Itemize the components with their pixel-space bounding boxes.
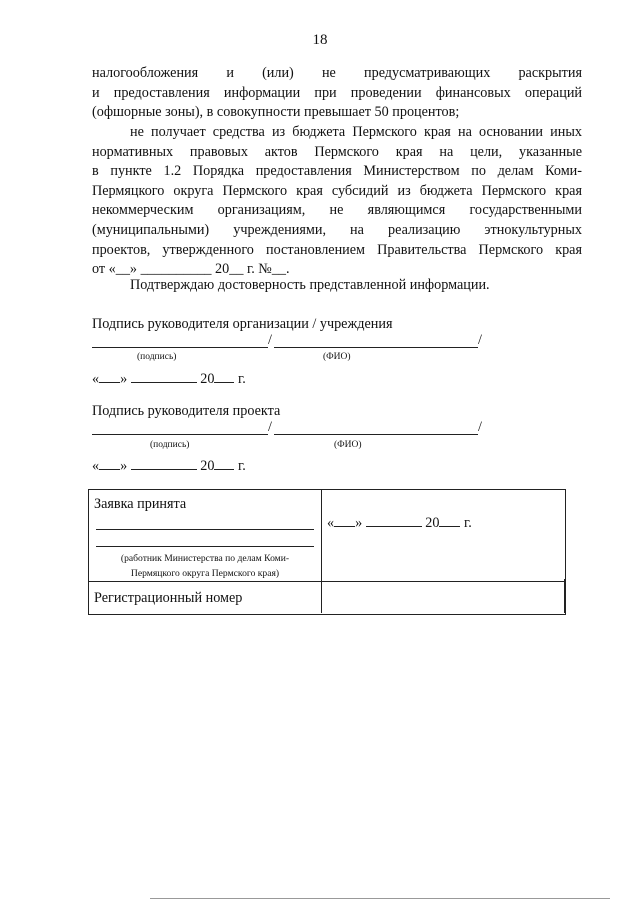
page-number: 18 xyxy=(312,32,328,48)
slash-separator: / xyxy=(268,419,272,435)
year-prefix: 20 xyxy=(200,371,215,387)
quote-close: » xyxy=(355,515,363,531)
text-line: в пункте 1.2 Порядка предоставления Министерством по делам Коми- xyxy=(92,163,582,180)
year-suffix: г. xyxy=(238,371,246,387)
org-fio-line[interactable] xyxy=(274,347,478,348)
table-column-divider xyxy=(321,490,322,613)
text-line: налогообложения и (или) не предусматривающих раскрытия xyxy=(92,65,582,81)
month-blank[interactable] xyxy=(131,369,197,383)
slash-separator: / xyxy=(268,332,272,348)
org-signature-line[interactable] xyxy=(92,347,268,348)
employee-note xyxy=(96,551,314,581)
project-signature-date xyxy=(92,456,246,475)
acceptance-date xyxy=(327,513,472,532)
fio-caption: (ФИО) xyxy=(334,440,362,450)
text-line: (муниципальными) учреждениями, на реализацию этнокультурных xyxy=(92,221,582,238)
employee-note-line: (работник Министерства по делам Коми- xyxy=(120,553,290,564)
registration-number-label: Регистрационный номер xyxy=(94,590,243,606)
quote-open: « xyxy=(92,371,100,387)
table-right-edge xyxy=(564,579,565,613)
day-blank[interactable] xyxy=(334,513,355,527)
text-line: и предоставления информации при проведении финансовых операций xyxy=(92,84,582,101)
text-line: Пермяцкого округа Пермского края субсидий из бюджета Пермского края xyxy=(92,182,582,199)
quote-open: « xyxy=(327,515,335,531)
slash-separator: / xyxy=(478,419,482,435)
employee-note-line: Пермяцкого округа Пермского края) xyxy=(130,568,280,579)
quote-close: » xyxy=(120,458,128,474)
project-fio-line[interactable] xyxy=(274,434,478,435)
month-blank[interactable] xyxy=(366,513,422,527)
text-line: не получает средства из бюджета Пермского края на основании иных xyxy=(130,124,582,140)
paragraph-budget-funds xyxy=(92,123,582,280)
text-line: нормативных правовых актов Пермского края на цели, указанные xyxy=(92,143,582,160)
year-blank[interactable] xyxy=(439,513,460,527)
confirmation-text: Подтверждаю достоверность представленной информации. xyxy=(130,277,490,293)
year-suffix: г. xyxy=(464,515,472,531)
page-bottom-rule xyxy=(150,898,610,899)
day-blank[interactable] xyxy=(99,369,120,383)
resolution-reference-line: от «__» __________ 20__ г. №__. xyxy=(92,261,290,278)
quote-open: « xyxy=(92,458,100,474)
org-signature-title: Подпись руководителя организации / учреждения xyxy=(92,316,393,332)
org-signature-date xyxy=(92,369,246,388)
year-blank[interactable] xyxy=(214,456,234,470)
project-signature-title: Подпись руководителя проекта xyxy=(92,403,281,419)
signature-caption: (подпись) xyxy=(137,352,177,362)
quote-close: » xyxy=(120,371,128,387)
employee-name-line[interactable] xyxy=(96,529,314,530)
year-prefix: 20 xyxy=(200,458,215,474)
text-line: проектов, утвержденного постановлением Правительства Пермского края xyxy=(92,241,582,258)
year-blank[interactable] xyxy=(214,369,234,383)
text-line: некоммерческим организациям, не являющимся государственными xyxy=(92,202,582,219)
day-blank[interactable] xyxy=(99,456,120,470)
application-accepted-label: Заявка принята xyxy=(94,496,187,512)
month-blank[interactable] xyxy=(131,456,197,470)
paragraph-offshore xyxy=(92,64,582,123)
slash-separator: / xyxy=(478,332,482,348)
employee-signature-line[interactable] xyxy=(96,546,314,547)
year-suffix: г. xyxy=(238,458,246,474)
table-row-divider xyxy=(89,581,565,582)
year-prefix: 20 xyxy=(425,515,440,531)
project-signature-line[interactable] xyxy=(92,434,268,435)
text-line: (офшорные зоны), в совокупности превышает 50 процентов; xyxy=(92,104,460,121)
fio-caption: (ФИО) xyxy=(323,352,351,362)
signature-caption: (подпись) xyxy=(150,440,190,450)
